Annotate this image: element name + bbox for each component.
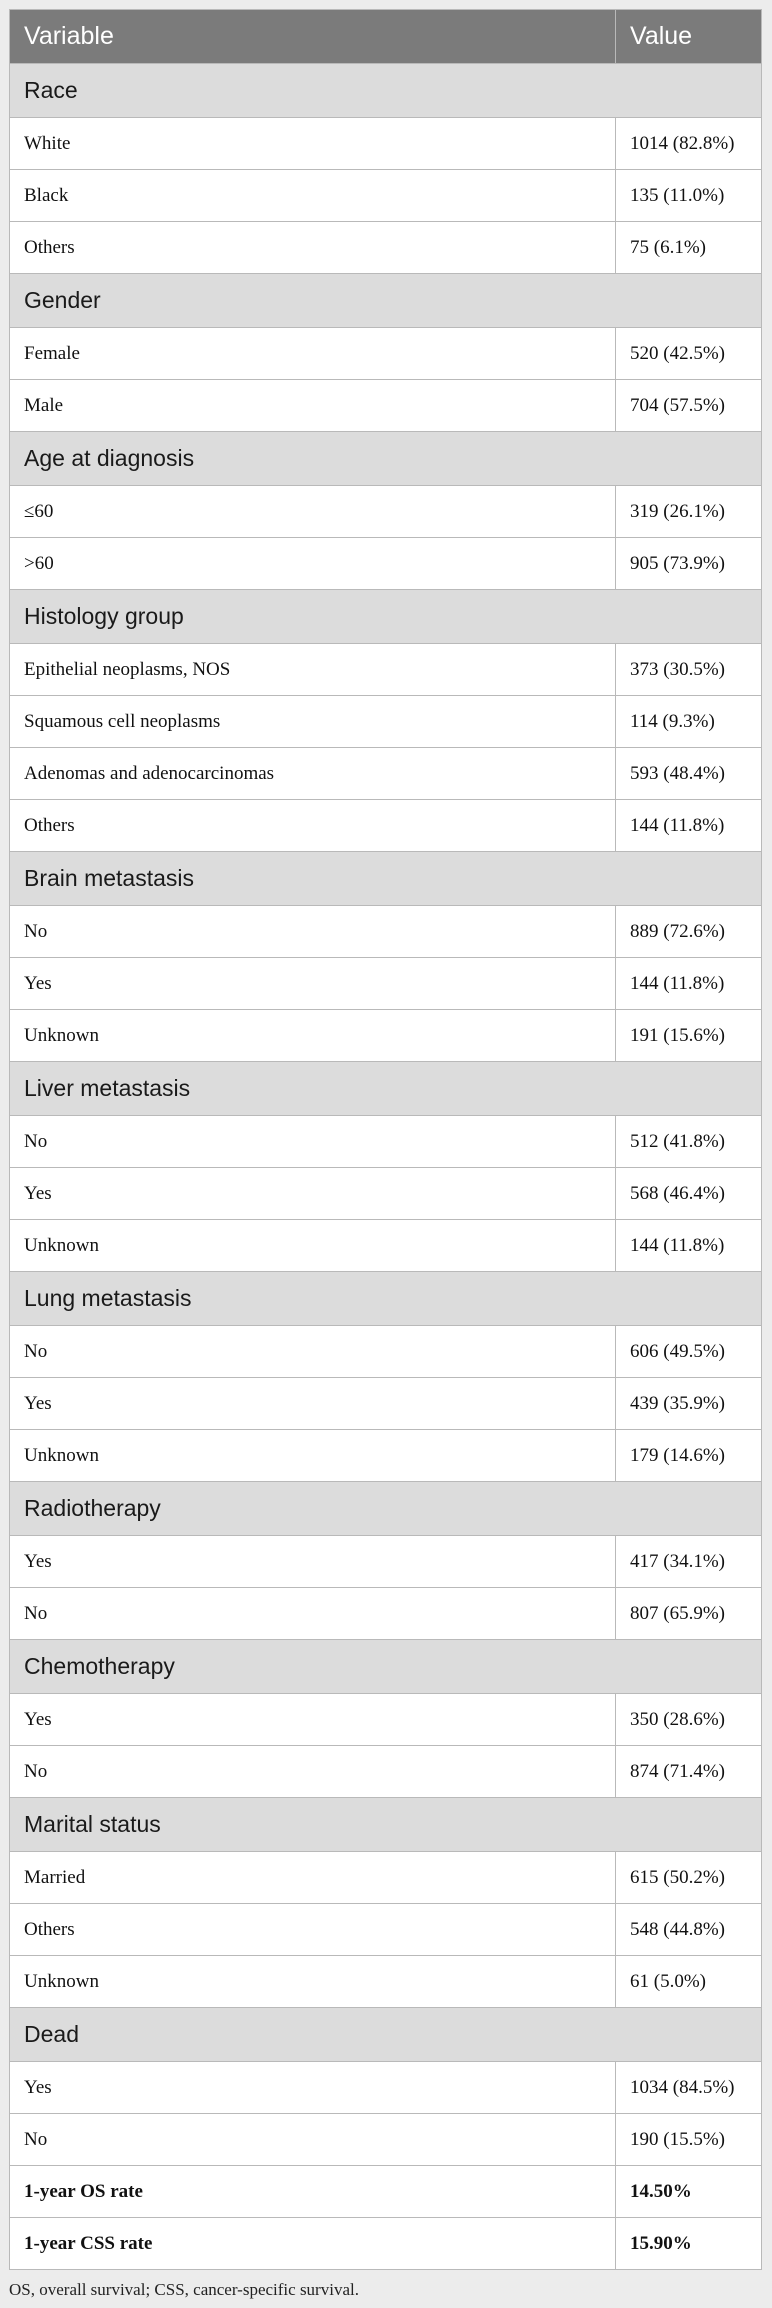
table-row bbox=[10, 2114, 762, 2166]
row-value: 319 (26.1%) bbox=[616, 486, 762, 538]
row-value: 874 (71.4%) bbox=[616, 1746, 762, 1798]
row-value: 704 (57.5%) bbox=[616, 380, 762, 432]
section-header-row bbox=[10, 1482, 762, 1536]
table-row bbox=[10, 800, 762, 852]
row-label: No bbox=[10, 1588, 616, 1640]
row-value: 14.50% bbox=[616, 2166, 762, 2218]
row-value: 373 (30.5%) bbox=[616, 644, 762, 696]
row-label: Yes bbox=[10, 1378, 616, 1430]
table-row bbox=[10, 380, 762, 432]
row-value: 75 (6.1%) bbox=[616, 222, 762, 274]
table-header-row bbox=[10, 10, 762, 64]
row-label: 1-year OS rate bbox=[10, 2166, 616, 2218]
row-value: 606 (49.5%) bbox=[616, 1326, 762, 1378]
table-row bbox=[10, 906, 762, 958]
row-label: Others bbox=[10, 800, 616, 852]
row-value: 568 (46.4%) bbox=[616, 1168, 762, 1220]
section-title: Age at diagnosis bbox=[10, 432, 762, 486]
row-label: Yes bbox=[10, 958, 616, 1010]
row-value: 417 (34.1%) bbox=[616, 1536, 762, 1588]
table-row bbox=[10, 644, 762, 696]
row-value: 135 (11.0%) bbox=[616, 170, 762, 222]
section-header-row bbox=[10, 64, 762, 118]
section-header-row bbox=[10, 852, 762, 906]
table-row bbox=[10, 118, 762, 170]
table-row bbox=[10, 1746, 762, 1798]
section-header-row bbox=[10, 1272, 762, 1326]
section-title: Radiotherapy bbox=[10, 1482, 762, 1536]
characteristics-table bbox=[9, 9, 762, 2270]
row-value: 807 (65.9%) bbox=[616, 1588, 762, 1640]
row-label: Unknown bbox=[10, 1220, 616, 1272]
row-label: Female bbox=[10, 328, 616, 380]
section-title: Marital status bbox=[10, 1798, 762, 1852]
table-row bbox=[10, 222, 762, 274]
table-row bbox=[10, 2166, 762, 2218]
section-title: Race bbox=[10, 64, 762, 118]
table-row bbox=[10, 1694, 762, 1746]
row-label: Yes bbox=[10, 2062, 616, 2114]
table-row bbox=[10, 1010, 762, 1062]
row-label: Unknown bbox=[10, 1010, 616, 1062]
header-variable: Variable bbox=[10, 10, 616, 64]
row-value: 905 (73.9%) bbox=[616, 538, 762, 590]
table-row bbox=[10, 170, 762, 222]
section-header-row bbox=[10, 274, 762, 328]
row-value: 615 (50.2%) bbox=[616, 1852, 762, 1904]
table-row bbox=[10, 486, 762, 538]
row-value: 512 (41.8%) bbox=[616, 1116, 762, 1168]
section-header-row bbox=[10, 590, 762, 644]
row-value: 179 (14.6%) bbox=[616, 1430, 762, 1482]
table-row bbox=[10, 1904, 762, 1956]
section-header-row bbox=[10, 1798, 762, 1852]
row-label: Epithelial neoplasms, NOS bbox=[10, 644, 616, 696]
table-row bbox=[10, 2062, 762, 2114]
table-row bbox=[10, 696, 762, 748]
row-value: 144 (11.8%) bbox=[616, 800, 762, 852]
row-label: Married bbox=[10, 1852, 616, 1904]
row-value: 191 (15.6%) bbox=[616, 1010, 762, 1062]
row-value: 439 (35.9%) bbox=[616, 1378, 762, 1430]
table-row bbox=[10, 1220, 762, 1272]
table-body bbox=[10, 64, 762, 2270]
row-value: 114 (9.3%) bbox=[616, 696, 762, 748]
table-row bbox=[10, 748, 762, 800]
table-row bbox=[10, 1536, 762, 1588]
row-label: Unknown bbox=[10, 1956, 616, 2008]
table-row bbox=[10, 1168, 762, 1220]
section-title: Dead bbox=[10, 2008, 762, 2062]
section-title: Gender bbox=[10, 274, 762, 328]
row-label: No bbox=[10, 1116, 616, 1168]
section-header-row bbox=[10, 1640, 762, 1694]
table-row bbox=[10, 328, 762, 380]
row-value: 520 (42.5%) bbox=[616, 328, 762, 380]
row-label: No bbox=[10, 1746, 616, 1798]
row-label: Male bbox=[10, 380, 616, 432]
row-label: No bbox=[10, 1326, 616, 1378]
row-label: Yes bbox=[10, 1168, 616, 1220]
row-label: ≤60 bbox=[10, 486, 616, 538]
section-header-row bbox=[10, 432, 762, 486]
row-value: 548 (44.8%) bbox=[616, 1904, 762, 1956]
row-value: 593 (48.4%) bbox=[616, 748, 762, 800]
row-label: >60 bbox=[10, 538, 616, 590]
table-row bbox=[10, 1116, 762, 1168]
table-container bbox=[9, 9, 761, 2300]
section-title: Lung metastasis bbox=[10, 1272, 762, 1326]
row-label: Others bbox=[10, 1904, 616, 1956]
table-row bbox=[10, 2218, 762, 2270]
row-value: 350 (28.6%) bbox=[616, 1694, 762, 1746]
table-row bbox=[10, 1956, 762, 2008]
table-footnote: OS, overall survival; CSS, cancer-specific survival. bbox=[9, 2280, 359, 2299]
row-value: 144 (11.8%) bbox=[616, 1220, 762, 1272]
row-label: Squamous cell neoplasms bbox=[10, 696, 616, 748]
table-row bbox=[10, 1430, 762, 1482]
row-value: 144 (11.8%) bbox=[616, 958, 762, 1010]
row-label: Others bbox=[10, 222, 616, 274]
row-label: Unknown bbox=[10, 1430, 616, 1482]
section-title: Chemotherapy bbox=[10, 1640, 762, 1694]
row-label: No bbox=[10, 906, 616, 958]
section-title: Liver metastasis bbox=[10, 1062, 762, 1116]
table-row bbox=[10, 958, 762, 1010]
row-label: White bbox=[10, 118, 616, 170]
row-value: 1034 (84.5%) bbox=[616, 2062, 762, 2114]
table-row bbox=[10, 1378, 762, 1430]
table-row bbox=[10, 1326, 762, 1378]
table-row bbox=[10, 538, 762, 590]
row-value: 889 (72.6%) bbox=[616, 906, 762, 958]
row-label: Black bbox=[10, 170, 616, 222]
section-title: Histology group bbox=[10, 590, 762, 644]
row-label: Yes bbox=[10, 1694, 616, 1746]
table-row bbox=[10, 1588, 762, 1640]
section-header-row bbox=[10, 1062, 762, 1116]
row-label: No bbox=[10, 2114, 616, 2166]
section-title: Brain metastasis bbox=[10, 852, 762, 906]
row-value: 1014 (82.8%) bbox=[616, 118, 762, 170]
row-label: 1-year CSS rate bbox=[10, 2218, 616, 2270]
row-label: Yes bbox=[10, 1536, 616, 1588]
row-value: 190 (15.5%) bbox=[616, 2114, 762, 2166]
table-row bbox=[10, 1852, 762, 1904]
header-value: Value bbox=[616, 10, 762, 64]
section-header-row bbox=[10, 2008, 762, 2062]
row-label: Adenomas and adenocarcinomas bbox=[10, 748, 616, 800]
row-value: 15.90% bbox=[616, 2218, 762, 2270]
row-value: 61 (5.0%) bbox=[616, 1956, 762, 2008]
